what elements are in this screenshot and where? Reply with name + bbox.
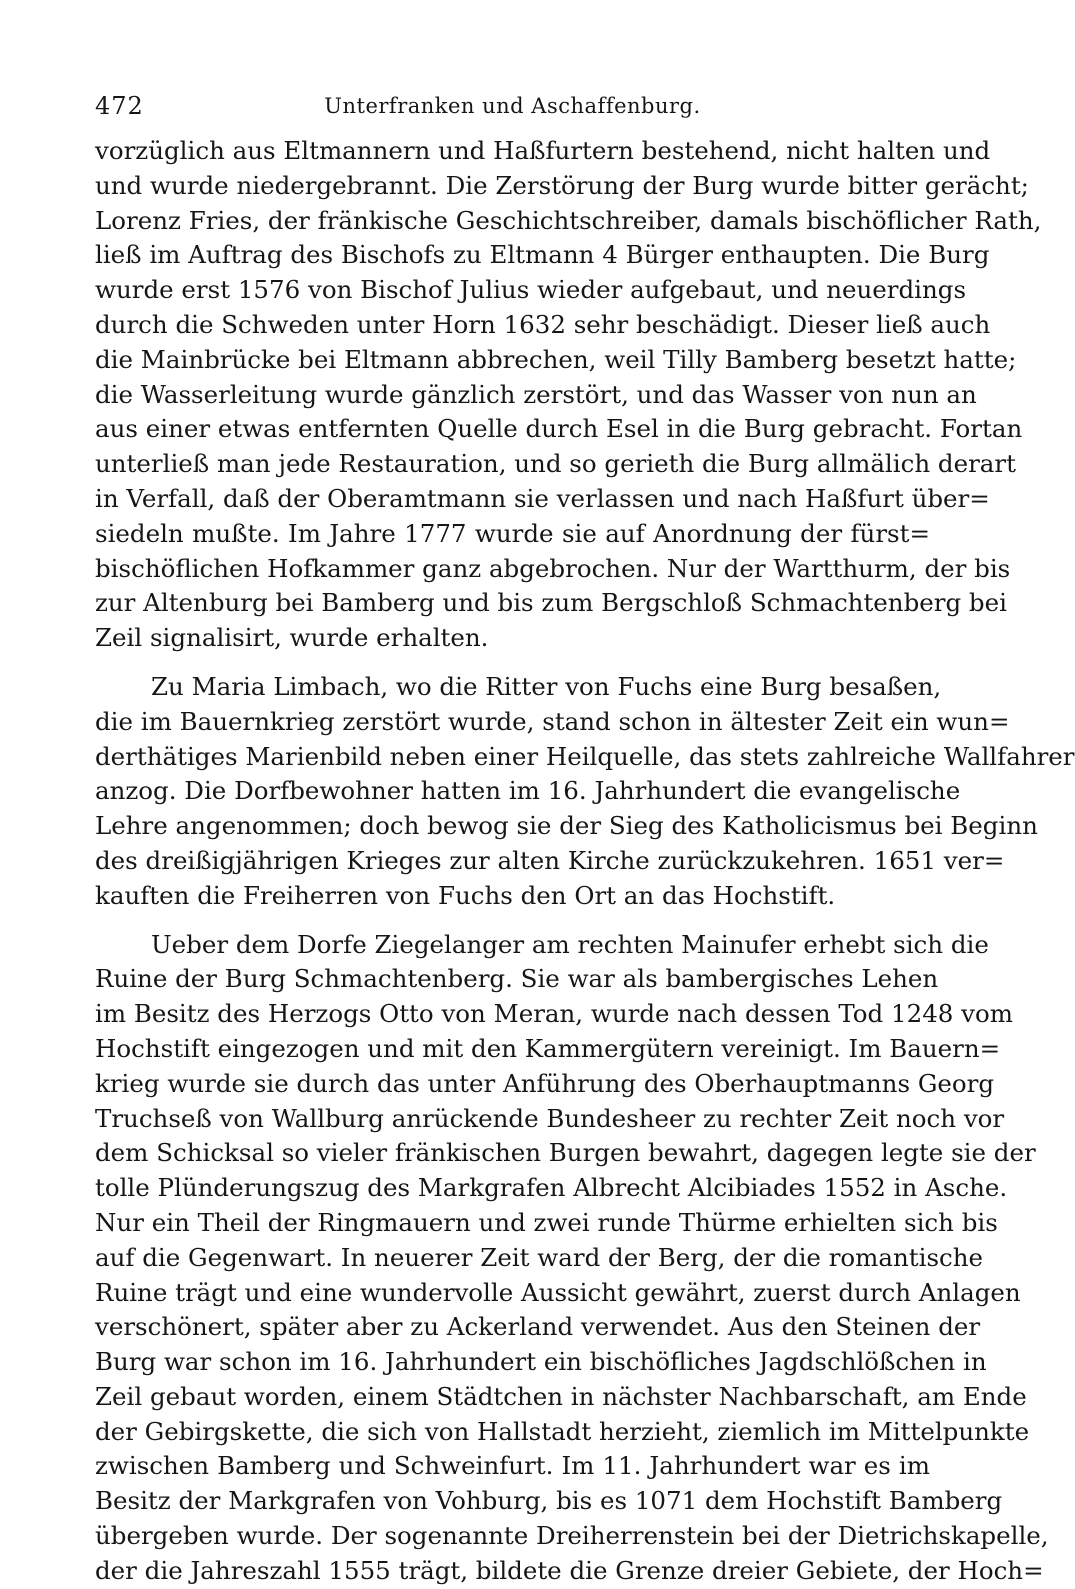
text-line: des dreißigjährigen Krieges zur alten Kirche zurückzukehren. 1651 ver= xyxy=(95,845,1005,875)
text-line: Zeil gebaut worden, einem Städtchen in nächster Nachbarschaft, am Ende xyxy=(95,1381,1027,1411)
text-line: die Wasserleitung wurde gänzlich zerstört, und das Wasser von nun an xyxy=(95,379,977,409)
paragraph-gap xyxy=(95,914,930,928)
text-line: und wurde niedergebrannt. Die Zerstörung der Burg wurde bitter gerächt; xyxy=(95,170,1029,200)
text-line: Ruine der Burg Schmachtenberg. Sie war als bambergisches Lehen xyxy=(95,964,939,994)
text-line: tolle Plünderungszug des Markgrafen Albrecht Alcibiades 1552 in Asche. xyxy=(95,1173,1008,1203)
text-line: übergeben wurde. Der sogenannte Dreiherrenstein bei der Dietrichskapelle, xyxy=(95,1521,1049,1551)
text-line: Ruine trägt und eine wundervolle Aussicht gewährt, zuerst durch Anlagen xyxy=(95,1277,1021,1307)
running-title: Unterfranken und Aschaffenburg. xyxy=(324,94,701,118)
text-line: Nur ein Theil der Ringmauern und zwei runde Thürme erhielten sich bis xyxy=(95,1207,998,1237)
text-line: Zeil signalisirt, wurde erhalten. xyxy=(95,623,489,653)
text-line: Burg war schon im 16. Jahrhundert ein bischöfliches Jagdschlößchen in xyxy=(95,1347,987,1377)
text-line: Hochstift eingezogen und mit den Kammergütern vereinigt. Im Bauern= xyxy=(95,1033,1001,1063)
body-text xyxy=(95,134,1075,1589)
text-line: Ueber dem Dorfe Ziegelanger am rechten Mainufer erhebt sich die xyxy=(151,929,989,959)
text-line: durch die Schweden unter Horn 1632 sehr beschädigt. Dieser ließ auch xyxy=(95,309,991,339)
text-line: ließ im Auftrag des Bischofs zu Eltmann 4 Bürger enthaupten. Die Burg xyxy=(95,240,990,270)
text-line: aus einer etwas entfernten Quelle durch Esel in die Burg gebracht. Fortan xyxy=(95,414,1023,444)
text-line: kauften die Freiherren von Fuchs den Ort an das Hochstift. xyxy=(95,880,836,910)
text-line: Besitz der Markgrafen von Vohburg, bis es 1071 dem Hochstift Bamberg xyxy=(95,1486,1003,1516)
text-line: Lorenz Fries, der fränkische Geschichtschreiber, damals bischöflicher Rath, xyxy=(95,205,1042,235)
text-line: bischöflichen Hofkammer ganz abgebrochen. Nur der Wartthurm, der bis xyxy=(95,553,1011,583)
text-line: unterließ man jede Restauration, und so gerieth die Burg allmälich derart xyxy=(95,449,1016,479)
paragraph-3 xyxy=(95,928,1049,1589)
text-line: vorzüglich aus Eltmannern und Haßfurtern bestehend, nicht halten und xyxy=(95,136,991,165)
text-line: die Mainbrücke bei Eltmann abbrechen, weil Tilly Bamberg besetzt hatte; xyxy=(95,344,1017,374)
text-line: Lehre angenommen; doch bewog sie der Sieg des Katholicismus bei Beginn xyxy=(95,811,1038,841)
paragraph-2 xyxy=(95,670,1075,914)
paragraph-gap xyxy=(95,656,930,670)
text-line: siedeln mußte. Im Jahre 1777 wurde sie auf Anordnung der fürst= xyxy=(95,518,930,548)
text-line: der Gebirgskette, die sich von Hallstadt herzieht, ziemlich im Mittelpunkte xyxy=(95,1416,1030,1446)
text-line: auf die Gegenwart. In neuerer Zeit ward der Berg, der die romantische xyxy=(95,1242,984,1272)
paragraph-1 xyxy=(95,134,1042,656)
text-line: der die Jahreszahl 1555 trägt, bildete die Grenze dreier Gebiete, der Hoch= xyxy=(95,1555,1044,1585)
text-line: anzog. Die Dorfbewohner hatten im 16. Jahrhundert die evangelische xyxy=(95,776,961,806)
text-line: krieg wurde sie durch das unter Anführung des Oberhauptmanns Georg xyxy=(95,1068,995,1098)
text-line: Zu Maria Limbach, wo die Ritter von Fuchs eine Burg besaßen, xyxy=(151,671,942,701)
text-line: dem Schicksal so vieler fränkischen Burgen bewahrt, dagegen legte sie der xyxy=(95,1138,1036,1168)
text-line: verschönert, später aber zu Ackerland verwendet. Aus den Steinen der xyxy=(95,1312,981,1342)
text-line: in Verfall, daß der Oberamtmann sie verlassen und nach Haßfurt über= xyxy=(95,483,990,513)
text-line: im Besitz des Herzogs Otto von Meran, wurde nach dessen Tod 1248 vom xyxy=(95,999,1013,1029)
text-line: zur Altenburg bei Bamberg und bis zum Bergschloß Schmachtenberg bei xyxy=(95,588,1007,618)
text-line: die im Bauernkrieg zerstört wurde, stand schon in ältester Zeit ein wun= xyxy=(95,706,1010,736)
running-head xyxy=(95,92,930,126)
text-line: wurde erst 1576 von Bischof Julius wieder aufgebaut, und neuerdings xyxy=(95,275,967,305)
text-line: derthätiges Marienbild neben einer Heilquelle, das stets zahlreiche Wallfahrer xyxy=(95,741,1075,771)
text-line: Truchseß von Wallburg anrückende Bundesheer zu rechter Zeit noch vor xyxy=(95,1103,1005,1133)
page-number: 472 xyxy=(95,92,144,120)
text-line: zwischen Bamberg und Schweinfurt. Im 11. Jahrhundert war es im xyxy=(95,1451,930,1481)
